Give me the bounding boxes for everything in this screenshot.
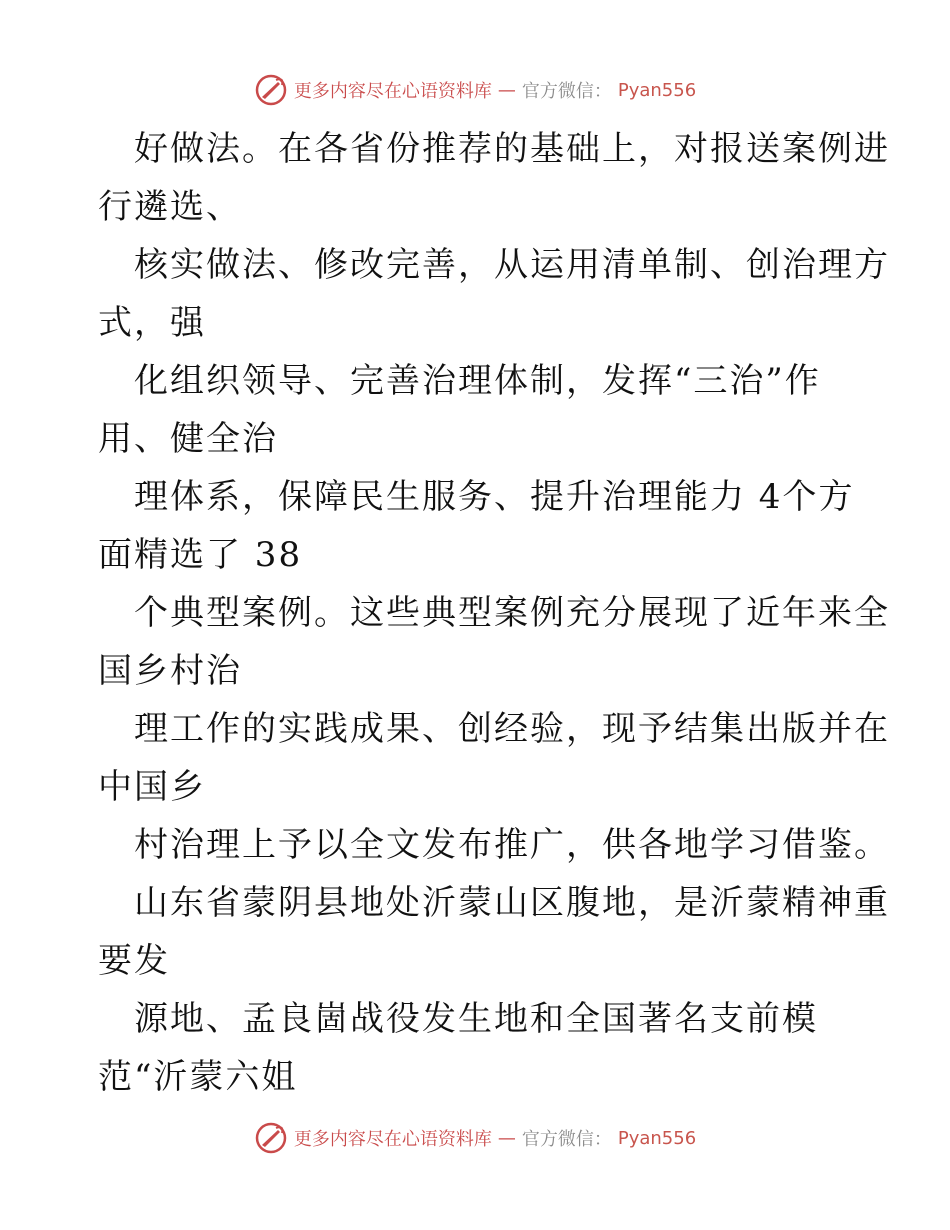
header-library-name: 更多内容尽在心语资料库 bbox=[293, 81, 492, 102]
text-line: 理工作的实践成果、创经验，现予结集出版并在 bbox=[134, 709, 890, 749]
quill-logo-icon bbox=[254, 73, 288, 107]
text-line: 村治理上予以全文发布推广，供各地学习借鉴。 bbox=[134, 825, 890, 865]
header-watermark bbox=[0, 70, 950, 110]
text-line: 核实做法、修改完善，从运用清单制、创治理方 bbox=[134, 245, 890, 285]
footer-library-name: 更多内容尽在心语资料库 bbox=[293, 1129, 492, 1150]
footer-wechat-id: Pyan556 bbox=[617, 1127, 697, 1149]
text-line: 化组织领导、完善治理体制，发挥“三治”作 bbox=[134, 361, 821, 401]
text-line: 要发 bbox=[98, 941, 170, 981]
header-official-label: 官方微信： bbox=[521, 81, 612, 102]
text-line: 行遴选、 bbox=[98, 187, 242, 227]
text-line: 源地、孟良崮战役发生地和全国著名支前模 bbox=[134, 999, 818, 1039]
footer-official-label: 官方微信： bbox=[521, 1129, 612, 1150]
text-line: 国乡村治 bbox=[98, 651, 242, 691]
text-line: 式，强 bbox=[98, 303, 206, 343]
text-line: 理体系，保障民生服务、提升治理能力 4个方 bbox=[134, 477, 855, 517]
text-line: 山东省蒙阴县地处沂蒙山区腹地，是沂蒙精神重 bbox=[134, 883, 890, 923]
text-line: 中国乡 bbox=[98, 767, 206, 807]
body-text bbox=[98, 120, 890, 1106]
text-line: 范“沂蒙六姐 bbox=[98, 1057, 298, 1097]
text-line: 面精选了 38 bbox=[98, 535, 303, 575]
quill-logo-icon bbox=[254, 1121, 288, 1155]
header-wechat-id: Pyan556 bbox=[617, 79, 697, 101]
header-dash: — bbox=[497, 79, 516, 101]
text-line: 个典型案例。这些典型案例充分展现了近年来全 bbox=[134, 593, 890, 633]
text-line: 好做法。在各省份推荐的基础上，对报送案例进 bbox=[134, 129, 890, 169]
footer-dash: — bbox=[497, 1127, 516, 1149]
text-line: 用、健全治 bbox=[98, 419, 278, 459]
footer-watermark bbox=[0, 1118, 950, 1158]
